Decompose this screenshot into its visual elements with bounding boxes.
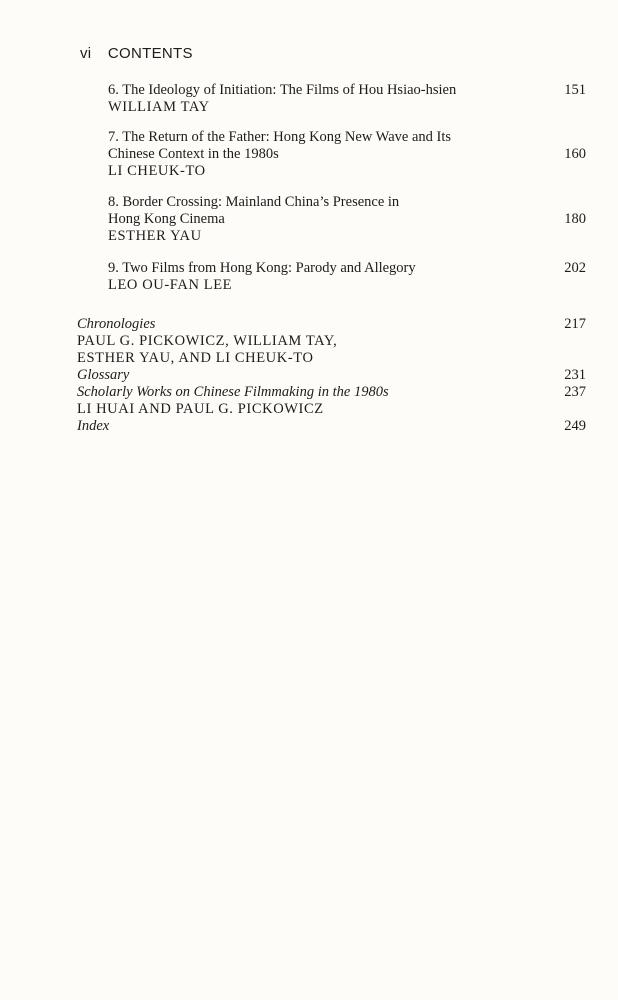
entry-author: ESTHER YAU [108, 228, 202, 244]
entry-title: 6. The Ideology of Initiation: The Films of Hou Hsiao-hsien [108, 82, 457, 98]
toc-entry-chapter-9 [108, 260, 586, 294]
entry-author: LI HUAI AND PAUL G. PICKOWICZ [77, 401, 324, 417]
entry-title-line [108, 194, 586, 211]
running-header [80, 44, 193, 64]
entry-title-line [108, 260, 586, 277]
entry-title: 7. The Return of the Father: Hong Kong New Wave and Its [108, 129, 452, 145]
page-number: 231 [564, 367, 586, 383]
toc-entry-index [77, 418, 586, 435]
entry-title: 8. Border Crossing: Mainland China’s Presence in [108, 194, 400, 210]
toc-entry-chapter-8 [108, 194, 586, 245]
entry-author: PAUL G. PICKOWICZ, WILLIAM TAY, [77, 333, 338, 349]
toc-entry-scholarly-works [77, 384, 586, 401]
entry-author: LEO OU-FAN LEE [108, 277, 233, 293]
entry-title-line [108, 146, 586, 163]
entry-title: Chronologies [77, 316, 156, 332]
toc-entry-chapter-6 [108, 82, 586, 116]
page-number: 180 [564, 211, 586, 227]
running-title: CONTENTS [107, 45, 193, 62]
entry-title-continued: Chinese Context in the 1980s [108, 146, 279, 162]
entry-title: 9. Two Films from Hong Kong: Parody and Allegory [108, 260, 416, 276]
toc-entry-chapter-7 [108, 129, 586, 180]
page-number: 151 [564, 82, 586, 98]
entry-title: Index [77, 418, 110, 434]
page-number: 237 [564, 384, 586, 400]
page-number: 249 [564, 418, 586, 434]
toc-entry-chronologies [77, 316, 586, 333]
page-folio: vi [80, 45, 92, 62]
toc-back-matter [77, 316, 586, 435]
entry-author-continued: ESTHER YAU, AND LI CHEUK-TO [77, 350, 314, 366]
entry-title: Glossary [77, 367, 130, 383]
page-number: 160 [564, 146, 586, 162]
entry-author: LI CHEUK-TO [108, 163, 206, 179]
entry-author: WILLIAM TAY [108, 99, 210, 115]
page-number: 202 [564, 260, 586, 276]
page-number: 217 [564, 316, 586, 332]
entry-title: Scholarly Works on Chinese Filmmaking in the 1980s [77, 384, 389, 400]
entry-title-line [108, 211, 586, 228]
entry-title-line [108, 82, 586, 99]
toc-entry-glossary [77, 367, 586, 384]
entry-title-continued: Hong Kong Cinema [108, 211, 225, 227]
entry-title-line [108, 129, 586, 146]
